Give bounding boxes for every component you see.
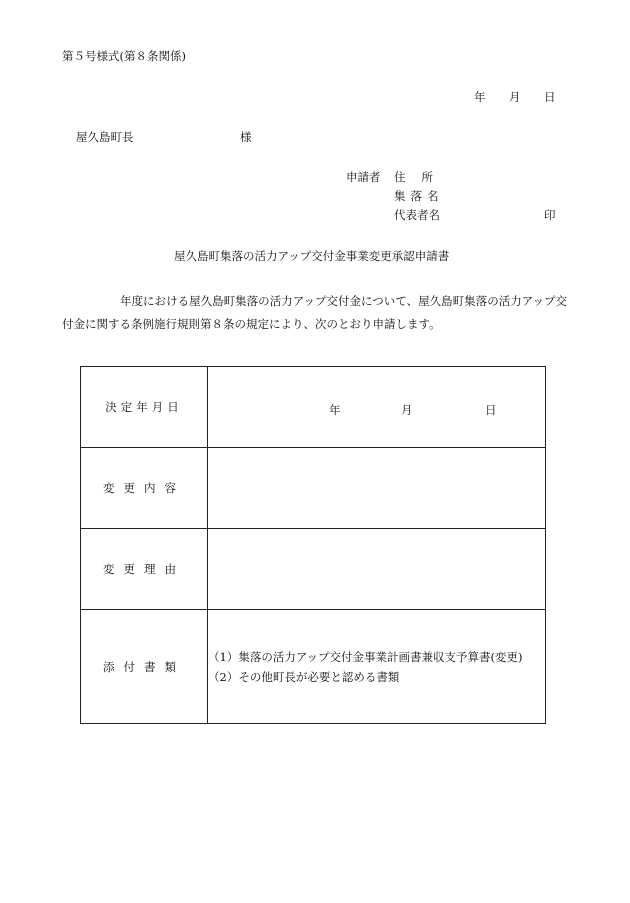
- document-title: 屋久島町集落の活力アップ交付金事業変更承認申請書: [174, 249, 450, 263]
- decision-day-label: 日: [485, 403, 497, 417]
- attachments-value-cell: [208, 610, 546, 724]
- date-day-label: 日: [544, 90, 556, 104]
- form-number: 第５号様式(第８条関係): [62, 49, 186, 63]
- decision-date-value-cell[interactable]: [208, 367, 546, 448]
- village-name-label: 集落名: [394, 189, 444, 203]
- change-reason-label: 変更理由: [103, 562, 185, 576]
- change-reason-value-cell[interactable]: [208, 529, 546, 610]
- attachments-label: 添付書類: [103, 659, 185, 674]
- table-row-attachments: [81, 610, 546, 724]
- change-content-label: 変更内容: [103, 481, 185, 495]
- decision-date-label: 決定年月日: [105, 400, 183, 414]
- table-row-decision-date: [81, 367, 546, 448]
- attachments-label-cell: [81, 610, 208, 724]
- table-row-change-reason: [81, 529, 546, 610]
- application-table: [80, 366, 546, 724]
- address-label: 住所: [394, 170, 449, 184]
- body-paragraph: [62, 290, 567, 336]
- date-year-label: 年: [474, 90, 486, 104]
- seal-mark: 印: [544, 208, 556, 222]
- attachment-item: （2）その他町長が必要と認める書類: [208, 669, 400, 684]
- decision-date-label-cell: [81, 367, 208, 448]
- date-month-label: 月: [509, 90, 521, 104]
- decision-month-label: 月: [401, 403, 413, 417]
- table-row-change-content: [81, 448, 546, 529]
- change-reason-label-cell: [81, 529, 208, 610]
- addressee-honorific: 様: [240, 130, 252, 144]
- decision-year-label: 年: [329, 403, 341, 417]
- attachment-item: （1）集落の活力アップ交付金事業計画書兼収支予算書(変更): [208, 649, 523, 664]
- change-content-value-cell[interactable]: [208, 448, 546, 529]
- applicant-label: 申請者: [346, 170, 381, 184]
- change-content-label-cell: [81, 448, 208, 529]
- body-text: 年度における屋久島町集落の活力アップ交付金について、屋久島町集落の活力アップ交付金に関する条例施行規則第８条の規定により、次のとおり申請します。: [62, 294, 567, 331]
- representative-label: 代表者名: [394, 208, 440, 222]
- addressee-name: 屋久島町長: [76, 130, 134, 144]
